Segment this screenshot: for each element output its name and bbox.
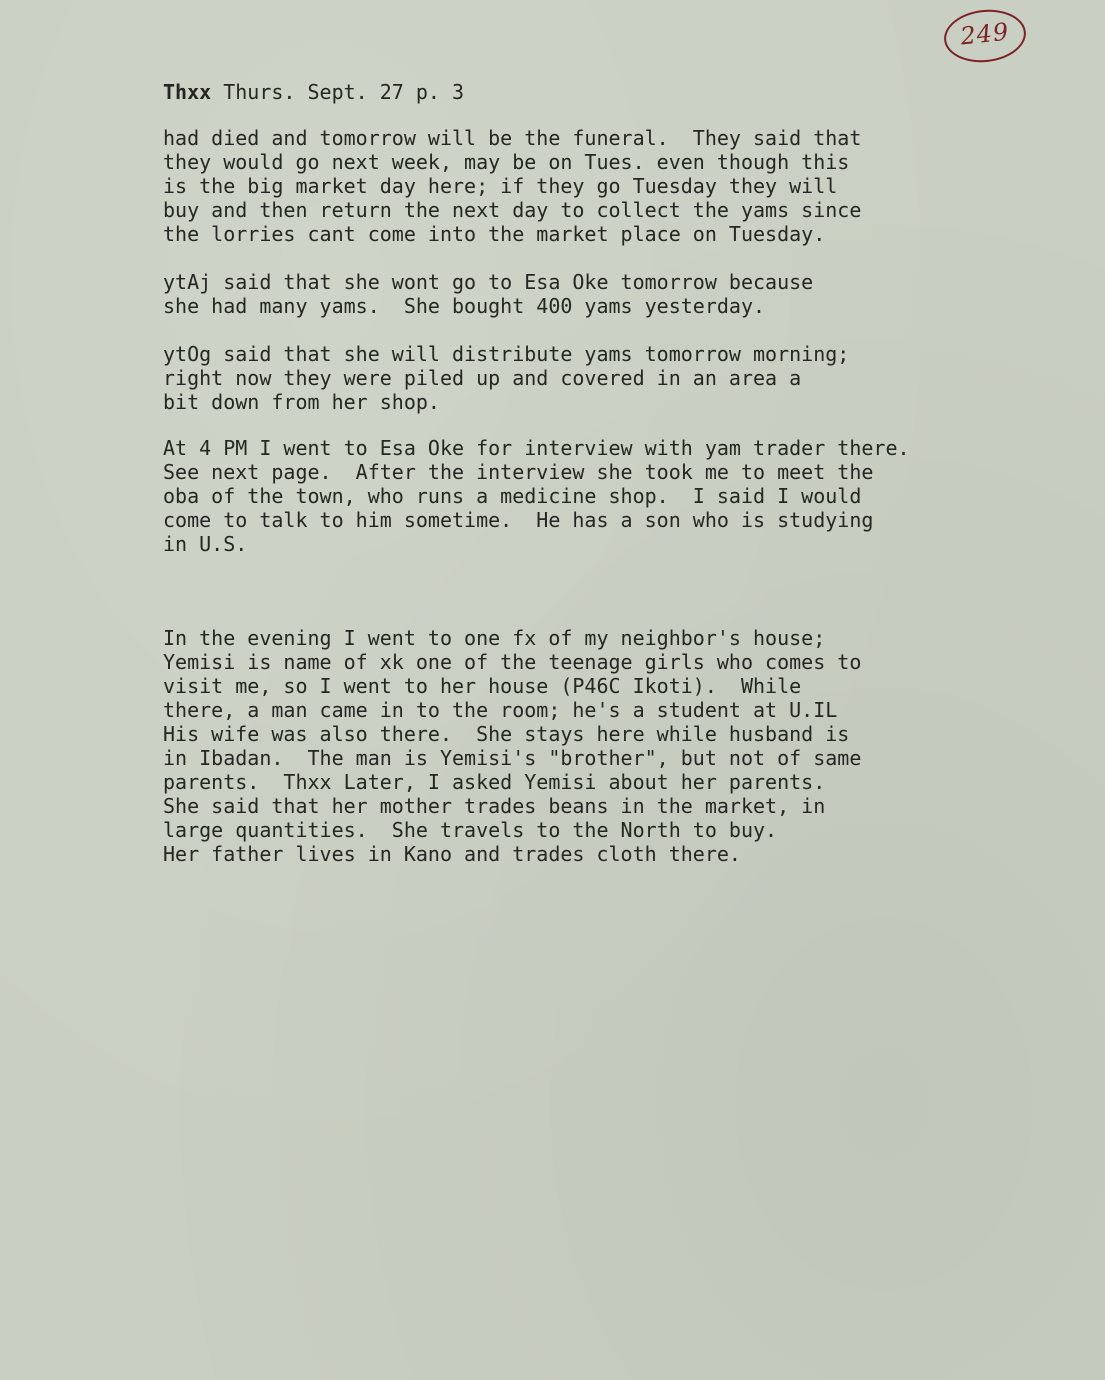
paragraph: ytAj said that she wont go to Esa Oke tomorrow because she had many yams. She bought 400 yams yesterday. — [163, 270, 814, 318]
page-header — [163, 80, 464, 104]
header-text: Thurs. Sept. 27 p. 3 — [211, 80, 465, 104]
paragraph: At 4 PM I went to Esa Oke for interview with yam trader there. See next page. After the interview she took me to meet the oba of the town, who runs a medicine shop. I said I would come to talk to him sometime. He has a son who is studying in U.S. — [163, 436, 910, 556]
paragraph: In the evening I went to one fx of my neighbor's house; Yemisi is name of xk one of the teenage girls who comes to visit me, so I went to her house (P46C Ikoti). While there, a man came in to the room; he's a student at U.IL His wife was also there. She stays here while husband is in Ibadan. The man is Yemisi's "brother", but not of same parents. Thxx Later, I asked Yemisi about her parents. She said that her mother trades beans in the market, in large quantities. She travels to the North to buy. Her father lives in Kano and trades cloth there. — [163, 626, 862, 866]
page-number-circle — [942, 6, 1029, 66]
page-number: 249 — [959, 17, 1011, 51]
paragraph: ytOg said that she will distribute yams tomorrow morning; right now they were piled up and covered in an area a bit down from her shop. — [163, 342, 850, 414]
paragraph: had died and tomorrow will be the funeral. They said that they would go next week, may be on Tues. even though this is the big market day here; if they go Tuesday they will buy and then return the next day to collect the yams since the lorries cant come into the market place on Tuesday. — [163, 126, 862, 246]
header-struck-text: Thxx — [163, 80, 212, 104]
